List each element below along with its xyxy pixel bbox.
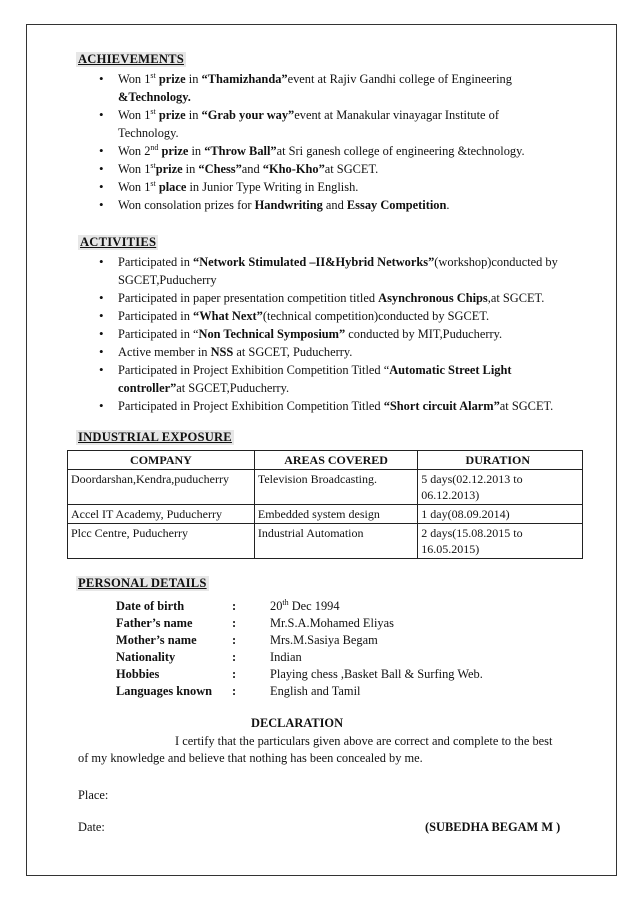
activities-list <box>94 253 578 415</box>
personal-heading: PERSONAL DETAILS <box>78 576 207 590</box>
table-row <box>68 470 583 505</box>
detail-label: Languages known <box>116 684 213 698</box>
list-item: • Won 1stprize in “Chess”and “Kho-Kho”at SGCET. <box>94 160 574 178</box>
detail-colon: : <box>232 650 237 664</box>
list-item: • Participated in Project Exhibition Competition Titled “Short circuit Alarm”at SGCET. <box>94 397 578 415</box>
list-item: • Won consolation prizes for Handwriting and Essay Competition. <box>94 196 574 214</box>
column-header-company: COMPANY <box>68 451 255 470</box>
list-item: • Participated in “Network Stimulated –II&Hybrid Networks”(workshop)conducted by SGCET,Puducherry <box>94 253 578 289</box>
list-item: • Won 1st prize in “Grab your way”event at Manakular vinayagar Institute of Technology. <box>94 106 574 142</box>
table-cell: Industrial Automation <box>254 524 417 559</box>
detail-value: Playing chess ,Basket Ball & Surfing Web. <box>270 667 483 681</box>
table-cell: 2 days(15.08.2015 to 16.05.2015) <box>418 524 583 559</box>
detail-label: Mother’s name <box>116 633 197 647</box>
detail-colon: : <box>232 684 237 698</box>
detail-value: 20th Dec 1994 <box>270 597 340 613</box>
table-cell: Television Broadcasting. <box>254 470 417 505</box>
declaration-text-line1: I certify that the particulars given above are correct and complete to the best <box>175 734 553 748</box>
industrial-heading: INDUSTRIAL EXPOSURE <box>78 430 232 444</box>
table-cell: Doordarshan,Kendra,puducherry <box>68 470 255 505</box>
table-row <box>68 524 583 559</box>
declaration-heading: DECLARATION <box>251 716 344 730</box>
list-item: • Won 1st prize in “Thamizhanda”event at Rajiv Gandhi college of Engineering &Technology. <box>94 70 574 106</box>
detail-value: Indian <box>270 650 302 664</box>
table-cell: 1 day(08.09.2014) <box>418 505 583 524</box>
detail-label: Date of birth <box>116 599 185 613</box>
place-label: Place: <box>78 788 109 802</box>
detail-colon: : <box>232 667 237 681</box>
list-item: • Participated in paper presentation competition titled Asynchronous Chips,at SGCET. <box>94 289 578 307</box>
activities-heading: ACTIVITIES <box>80 235 157 249</box>
detail-label: Hobbies <box>116 667 160 681</box>
list-item: • Won 2nd prize in “Throw Ball”at Sri ganesh college of engineering &technology. <box>94 142 574 160</box>
table-cell: Plcc Centre, Puducherry <box>68 524 255 559</box>
date-label: Date: <box>78 820 105 834</box>
detail-colon: : <box>232 599 237 613</box>
achievements-list <box>94 70 574 214</box>
declaration-text-line2: of my knowledge and believe that nothing has been concealed by me. <box>78 751 423 765</box>
list-item: • Participated in Project Exhibition Competition Titled “Automatic Street Light controller”at SGCET,Puducherry. <box>94 361 578 397</box>
signature-name: (SUBEDHA BEGAM M ) <box>425 820 561 834</box>
detail-colon: : <box>232 616 237 630</box>
list-item: • Participated in “What Next”(technical competition)conducted by SGCET. <box>94 307 578 325</box>
list-item: • Won 1st place in Junior Type Writing in English. <box>94 178 574 196</box>
detail-label: Father’s name <box>116 616 193 630</box>
detail-value: Mr.S.A.Mohamed Eliyas <box>270 616 394 630</box>
table-row <box>68 505 583 524</box>
detail-label: Nationality <box>116 650 176 664</box>
column-header-areas: AREAS COVERED <box>254 451 417 470</box>
detail-value: Mrs.M.Sasiya Begam <box>270 633 378 647</box>
table-header-row <box>68 451 583 470</box>
table-cell: 5 days(02.12.2013 to 06.12.2013) <box>418 470 583 505</box>
column-header-duration: DURATION <box>418 451 583 470</box>
list-item: • Participated in “Non Technical Symposium” conducted by MIT,Puducherry. <box>94 325 578 343</box>
table-cell: Embedded system design <box>254 505 417 524</box>
list-item: • Active member in NSS at SGCET, Puducherry. <box>94 343 578 361</box>
industrial-table <box>67 450 583 559</box>
table-cell: Accel IT Academy, Puducherry <box>68 505 255 524</box>
detail-colon: : <box>232 633 237 647</box>
detail-value: English and Tamil <box>270 684 361 698</box>
achievements-heading: ACHIEVEMENTS <box>78 52 184 66</box>
